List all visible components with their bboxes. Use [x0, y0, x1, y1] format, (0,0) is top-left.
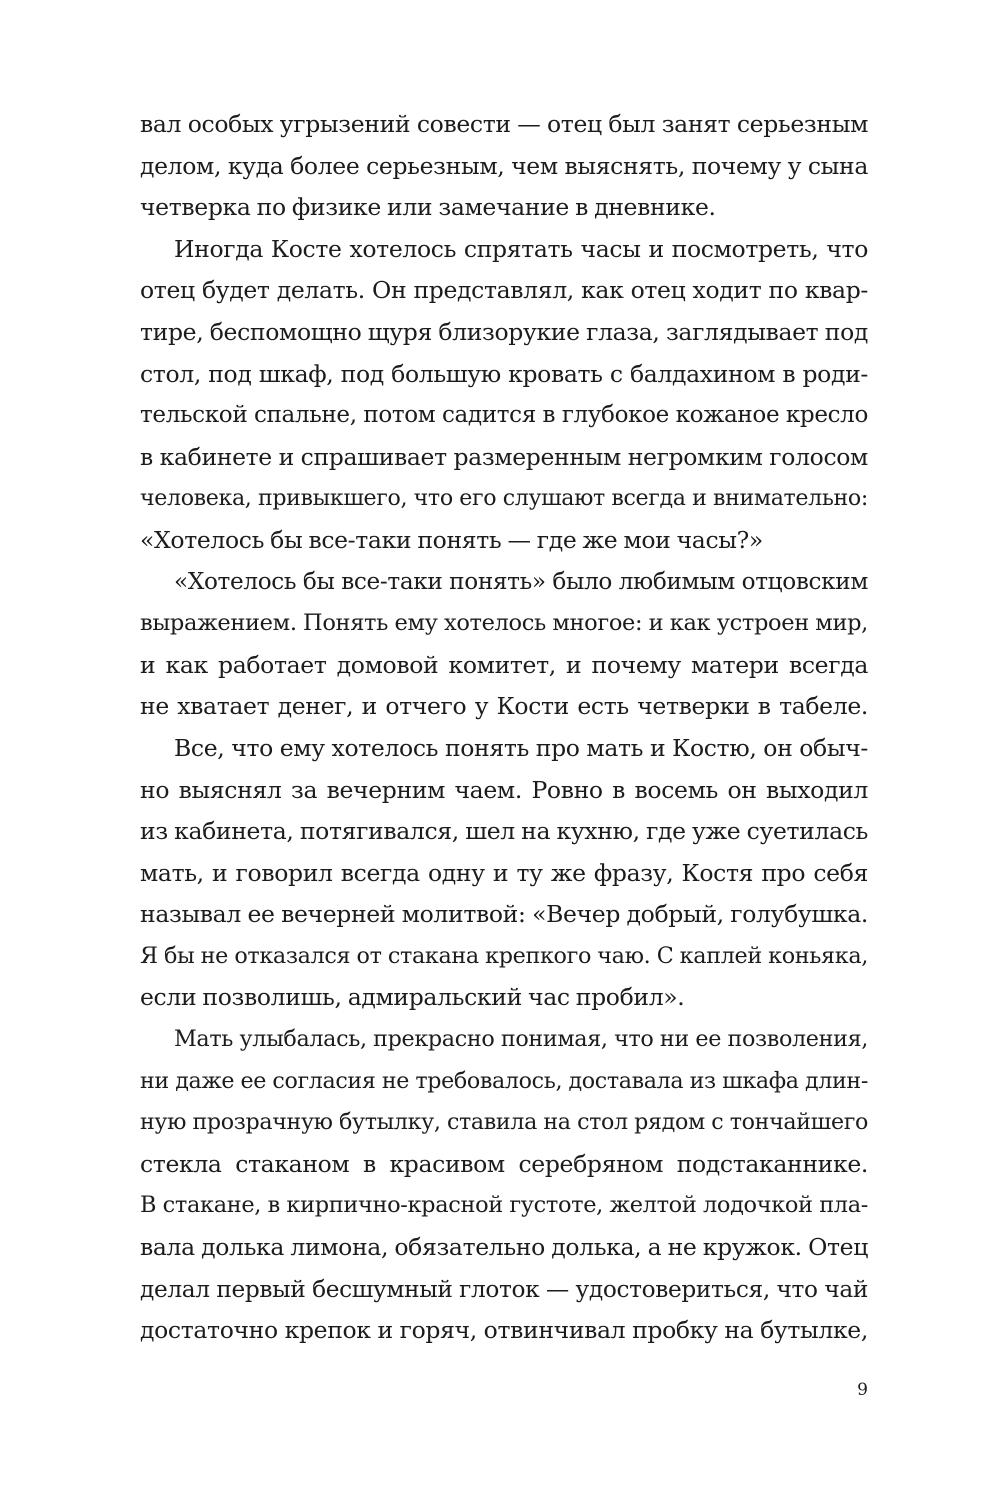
- text-line: выражением. Понять ему хотелось многое: и как устроен мир,: [140, 610, 868, 637]
- text-line: тире, беспомощно щуря близорукие глаза, заглядывает под: [140, 317, 868, 346]
- text-line: делом, куда более серьезным, чем выяснять, почему у сына: [140, 151, 868, 180]
- text-line: мать, и говорил всегда одну и ту же фразу, Костя про себя: [140, 858, 868, 887]
- text-line: достаточно крепок и горяч, отвинчивал пробку на бутылке,: [140, 1316, 868, 1345]
- paragraph-first-line: Все, что ему хотелось понять про мать и Костю, он обыч-: [174, 733, 868, 762]
- paragraph-first-line: «Хотелось бы все-таки понять» было любимым отцовским: [174, 568, 868, 595]
- text-line: стол, под шкаф, под большую кровать с балдахином в роди-: [140, 359, 868, 388]
- text-line: если позволишь, адмиральский час пробил».: [140, 983, 685, 1012]
- text-line: не хватает денег, и отчего у Кости есть четверки в табеле.: [140, 692, 868, 721]
- text-line: вала долька лимона, обязательно долька, а не кружок. Отец: [140, 1233, 868, 1262]
- text-line: ни даже ее согласия не требовалось, доставала из шкафа длин-: [140, 1067, 868, 1094]
- text-line: из кабинета, потягивался, шел на кухню, где уже суетилась: [140, 817, 868, 846]
- text-line: ную прозрачную бутылку, ставила на стол рядом с тончайшего: [140, 1109, 868, 1136]
- paragraph-first-line: Иногда Косте хотелось спрятать часы и посмотреть, что: [174, 234, 868, 263]
- text-line: человека, привыкшего, что его слушают всегда и внимательно:: [140, 485, 868, 512]
- text-line: и как работает домовой комитет, и почему матери всегда: [140, 650, 868, 679]
- text-line: стекла стаканом в красивом серебряном подстаканнике.: [140, 1149, 868, 1178]
- text-line: называл ее вечерней молитвой: «Вечер добрый, голубушка.: [140, 900, 868, 929]
- text-line: отец будет делать. Он представлял, как отец ходит по квар-: [140, 276, 868, 305]
- text-line: но выяснял за вечерним чаем. Ровно в восемь он выходил: [140, 775, 868, 804]
- text-line: «Хотелось бы все-таки понять — где же мои часы?»: [140, 525, 763, 554]
- text-line: вал особых угрызений совести — отец был занят серьезным: [140, 110, 868, 138]
- page-number: 9: [857, 1380, 868, 1400]
- text-line: четверка по физике или замечание в дневнике.: [140, 193, 716, 222]
- body-text: [140, 104, 868, 1352]
- text-line: делал первый бесшумный глоток — удостовериться, что чай: [140, 1275, 868, 1303]
- text-line: В стакане, в кирпично-красной густоте, желтой лодочкой пла-: [140, 1192, 868, 1219]
- text-line: тельской спальне, потом садится в глубокое кожаное кресло: [140, 402, 868, 429]
- text-line: в кабинете и спрашивает размеренным негромким голосом: [140, 442, 868, 471]
- text-line: Я бы не отказался от стакана крепкого чаю. С каплей коньяка,: [140, 942, 868, 969]
- paragraph-first-line: Мать улыбалась, прекрасно понимая, что ни ее позволения,: [174, 1026, 868, 1053]
